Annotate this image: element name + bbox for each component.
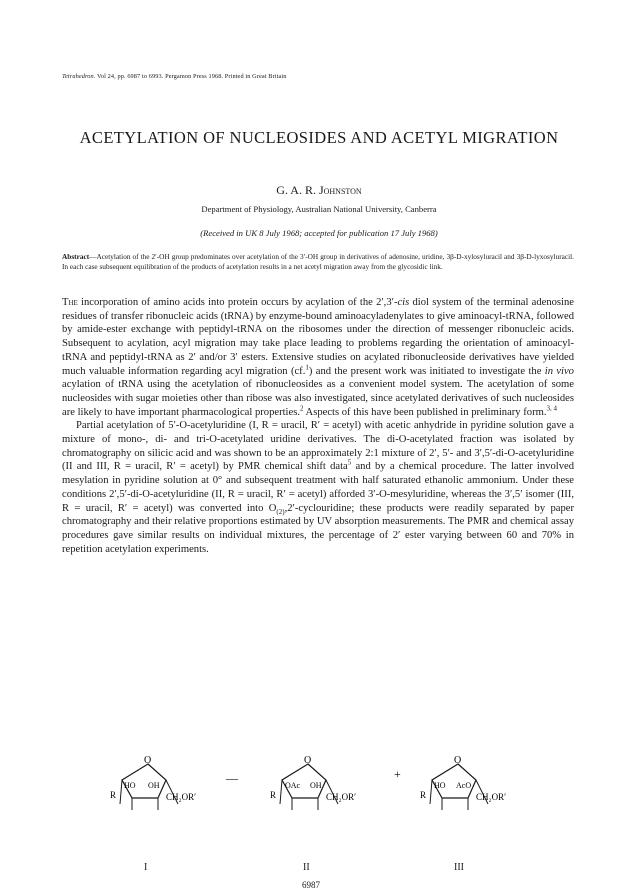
p1-segment-d: acylation of tRNA using the acetylation of ribonucleosides as a convenient model system. The acetylation of some nucleosides with sugar moieties other than ribose was also investigated, since acetylated derivatives of such nucleosides are likely to have important pharmacological properties. xyxy=(62,379,574,418)
article-title: ACETYLATION OF NUCLEOSIDES AND ACETYL MIGRATION xyxy=(79,128,559,147)
structure-label-i: I xyxy=(144,862,148,873)
structures-figure xyxy=(108,752,578,832)
ch2or-group: CH₂OR′ xyxy=(476,792,507,802)
structure-label-ii: II xyxy=(303,862,310,873)
ch2or-group: CH₂OR′ xyxy=(326,792,357,802)
r-group: R xyxy=(420,790,427,800)
p2-segment-c: ,2′-cyclouridine; these products were readily separated by paper chromatography and their relative proportions estimated by UV absorption measurements. The PMR and chemical assay procedures gave similar results on individual mixtures, the percentage of 2′ ester varying between 60 and 70% in repetition acetylation experiments. xyxy=(62,502,574,555)
p1-italic-in-vivo: in vivo xyxy=(544,365,574,377)
p1-segment-b: diol system of the terminal adenosine residues of transfer ribonucleic acids (tRNA) by enzyme-bound aminoacyladenylates to give aminoacyl-tRNA, followed by amide-ester exchange with peptidyl-tRNA on the ribosomes under the direction of messenger ribonucleic acids. Subsequent to acylation, acyl migration may take place leading to problems regarding the orientation of aminoacyl-tRNA and peptidyl-tRNA as 2′ and/or 3′ esters. Extensive studies on acylated ribonucleoside derivatives have yielded much valuable information regarding acyl migration (cf. xyxy=(62,297,574,377)
left-substituent: HO xyxy=(434,781,446,790)
p1-segment-a: incorporation of amino acids into protein occurs by acylation of the 2′,3′- xyxy=(77,297,398,308)
ring-oxygen: O xyxy=(304,755,312,766)
received-dates: (Received in UK 8 July 1968; accepted for publication 17 July 1968) xyxy=(200,228,438,238)
right-substituent: OH xyxy=(310,781,322,790)
p1-italic-cis: cis xyxy=(397,297,410,308)
abstract-text: —Acetylation of the 2′-OH group predominates over acetylation of the 3′-OH group in derivatives of adenosine, uridine, 3β-D-xylosyluracil and 3β-D-lyxosyluracil. In each case subsequent equilibration of the products of acetylation results in a net acetyl migration away from the glycosidic link. xyxy=(62,252,574,272)
reaction-arrow: — xyxy=(226,771,238,785)
p2-subscript: (2) xyxy=(276,507,285,516)
lead-word: The xyxy=(62,297,78,308)
paragraph-1 xyxy=(62,296,574,419)
ref-superscript: 2 xyxy=(299,404,304,413)
journal-name: Tetrahedron. xyxy=(62,73,96,80)
left-substituent: HO xyxy=(124,781,136,790)
p2-segment-a: Partial acetylation of 5′-O-acetyluridine (I, R = uracil, R′ = acetyl) with acetic anhydride in pyridine solution gave a mixture of mono-, di- and tri-O-acetylated uridine derivatives. The di-O-acetylated fraction was isolated by chromatography on silicic acid and was shown to be an approximately 2:1 mixture of 2′, 5′- and 3′,5′-di-O-acetyluridine (II and III, R = uracil, R′ = acetyl) by PMR chemical shift data xyxy=(62,420,574,473)
left-substituent: OAc xyxy=(285,781,301,790)
p1-segment-c: ) and the present work was initiated to investigate the xyxy=(308,365,545,377)
r-group: R xyxy=(270,790,277,800)
ref-superscript: 1 xyxy=(305,362,309,371)
affiliation: Department of Physiology, Australian National University, Canberra xyxy=(201,204,437,214)
running-head-details: Vol 24, pp. 6987 to 6993. Pergamon Press 1968. Printed in Great Britain xyxy=(97,73,287,80)
running-head xyxy=(62,73,286,80)
ring-oxygen: O xyxy=(144,755,152,766)
author-text: G. A. R. Johnston xyxy=(276,183,362,197)
p1-segment-e: Aspects of this have been published in preliminary form. xyxy=(303,406,547,418)
right-substituent: OH xyxy=(148,781,160,790)
ref-superscript: 3, 4 xyxy=(546,404,557,413)
right-substituent: AcO xyxy=(456,781,472,790)
structure-iii xyxy=(420,755,506,810)
author-name xyxy=(60,183,578,198)
plus-sign: + xyxy=(394,767,401,781)
structure-ii xyxy=(270,755,356,810)
abstract xyxy=(62,252,574,273)
page-number: 6987 xyxy=(302,880,320,890)
structure-i xyxy=(110,755,196,810)
body-text xyxy=(62,296,574,556)
r-group: R xyxy=(110,790,117,800)
structure-label-iii: III xyxy=(454,862,464,873)
p2-segment-b: and by a chemical procedure. The latter involved mesylation in pyridine solution at 0° and subsequent treatment with half saturated ethanolic ammonium. Under these conditions 2′,5′-di-O-acetyluridine (II, R = uracil, R′ = acetyl) afforded 3′-O-mesyluridine, whereas the 3′,5′ isomer (III, R = uracil, R′ = acetyl) was converted into O xyxy=(62,461,575,514)
ring-oxygen: O xyxy=(454,755,462,766)
paragraph-2 xyxy=(62,419,574,556)
ref-superscript: 5 xyxy=(347,458,352,467)
abstract-label: Abstract xyxy=(62,252,90,261)
ch2or-group: CH₂OR′ xyxy=(166,792,197,802)
